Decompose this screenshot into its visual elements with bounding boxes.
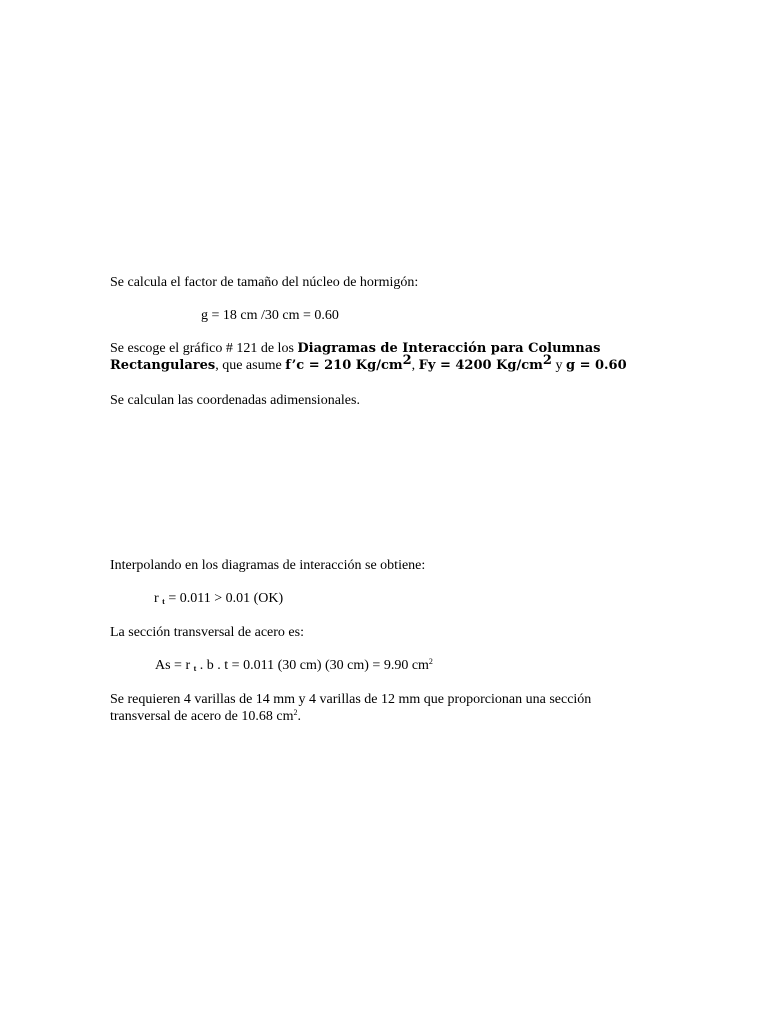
equation-as [155, 657, 433, 674]
rho-result: = 0.011 > 0.01 (OK) [164, 591, 284, 606]
paragraph-bars-line1: Se requieren 4 varillas de 14 mm y 4 varillas de 12 mm que proporcionan una sección [110, 692, 592, 707]
gamma-value: g = 0.60 [565, 358, 627, 373]
diagram-title-part2: Rectangulares [110, 358, 216, 373]
fy-exponent: 2 [542, 353, 552, 368]
paragraph-steel-section: La sección transversal de acero es: [110, 625, 304, 640]
as-subscript: t [193, 664, 197, 673]
fy-value: Fy = 4200 Kg/cm [418, 358, 543, 373]
as-exponent: 2 [428, 657, 433, 666]
paragraph-bars-line2 [110, 708, 301, 725]
separator-2: y [551, 358, 566, 373]
as-lhs: As = r [155, 658, 191, 673]
chart-selection-text: Se escoge el gráfico # 121 de los [110, 341, 298, 356]
bars-text: transversal de acero de 10.68 cm [110, 709, 294, 724]
as-result: . b . t = 0.011 (30 cm) (30 cm) = 9.90 cm [196, 658, 429, 673]
paragraph-chart-selection-line1 [110, 340, 600, 357]
rho-subscript: t [162, 597, 165, 606]
bars-end: . [297, 709, 301, 724]
equation-rho-t [154, 590, 283, 607]
separator-1: , [411, 358, 419, 373]
paragraph-interpolation: Interpolando en los diagramas de interacción se obtiene: [110, 558, 426, 573]
rho-symbol: r [154, 591, 159, 606]
paragraph-core-size-factor: Se calcula el factor de tamaño del núcleo de hormigón: [110, 275, 419, 290]
fc-value: f’c = 210 Kg/cm [285, 358, 403, 373]
diagram-title-part1: Diagramas de Interacción para Columnas [297, 341, 601, 356]
assumes-text: , que asume [215, 358, 286, 373]
bars-exponent: 2 [293, 708, 298, 717]
fc-exponent: 2 [402, 353, 412, 368]
equation-gamma: g = 18 cm /30 cm = 0.60 [201, 308, 339, 323]
paragraph-chart-selection-line2 [110, 353, 627, 374]
paragraph-dimensionless-coordinates: Se calculan las coordenadas adimensionales. [110, 393, 360, 408]
